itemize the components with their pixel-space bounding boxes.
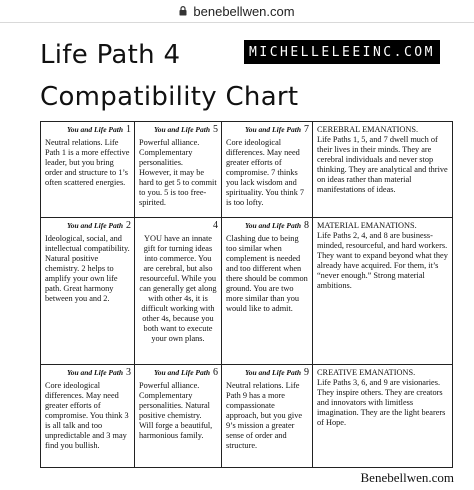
lock-icon: [179, 6, 187, 16]
table-cell: [41, 365, 135, 468]
emanation-title: CREATIVE EMANATIONS.: [317, 368, 416, 377]
cell-header: [222, 365, 312, 378]
url-text[interactable]: benebellwen.com: [193, 3, 295, 19]
cell-header-number: 5: [213, 124, 218, 135]
cell-header-number: 4: [213, 220, 218, 231]
cell-text: YOU have an innate gift for turning ideas into commerce. You are cerebral, but also resourceful. While you can generally get along with other 4s, it is difficult working with other 4s, because you both want to execute your own plans.: [139, 234, 217, 343]
table-cell: [222, 218, 313, 365]
emanation-text: Life Paths 3, 6, and 9 are visionaries. They inspire others. They are creators and innovators with limitless imagination. They are the light bearers of Hope.: [317, 377, 446, 427]
cell-header-label: You and Life Path: [66, 368, 123, 377]
cell-header-number: 7: [304, 124, 309, 135]
cell-header-number: 8: [304, 220, 309, 231]
cell-header-label: You and Life Path: [66, 221, 123, 230]
cell-text: Neutral relations. Life Path 1 is a more effective leader, but you bring order and structure to 1’s often scattered energies.: [45, 138, 130, 187]
table-cell: [313, 218, 453, 365]
cell-header-label: You and Life Path: [153, 125, 210, 134]
cell-header-label: You and Life Path: [66, 125, 123, 134]
cell-text: Powerful alliance. Complementary personalities. Natural positive chemistry. Will forge a beautiful, harmonious family.: [139, 381, 213, 440]
brand-watermark: MICHELLELEEINC.COM: [244, 40, 440, 64]
table-cell: [313, 365, 453, 468]
emanation-text: Life Paths 2, 4, and 8 are business-minded, resourceful, and hard workers. They want to expand beyond what they already have acquired. For them, it’s “never enough.” Strong material ambitions.: [317, 230, 448, 290]
table-cell: [41, 122, 135, 218]
browser-address-bar[interactable]: [0, 0, 474, 22]
cell-header-number: 1: [126, 124, 131, 135]
cell-header-label: You and Life Path: [244, 125, 301, 134]
page-title-line1: Life Path 4: [40, 40, 181, 70]
cell-header-label: You and Life Path: [244, 368, 301, 377]
emanation-title: CEREBRAL EMANATIONS.: [317, 125, 419, 134]
cell-text: Powerful alliance. Complementary personalities. However, it may be hard to get 5 to commit to you. 5 is too free-spirited.: [139, 138, 217, 207]
emanation-title: MATERIAL EMANATIONS.: [317, 221, 417, 230]
table-row: [41, 218, 453, 365]
table-cell: [135, 218, 222, 365]
cell-text: Core ideological differences. May need greater efforts of compromise. You think 3 is all talk and too unpredictable and 3 may find you bullish.: [45, 381, 129, 450]
table-cell: [135, 122, 222, 218]
cell-header: [41, 122, 134, 135]
address-bar-divider: [0, 22, 474, 23]
cell-header-label: You and Life Path: [244, 221, 301, 230]
cell-text: Ideological, social, and intellectual compatibility. Natural positive chemistry. 2 helps to amplify your own life path. Great harmony between you and 2.: [45, 234, 130, 303]
table-cell: [41, 218, 135, 365]
footer-site-name: Benebellwen.com: [360, 470, 454, 485]
cell-header: [41, 218, 134, 231]
cell-header-number: 2: [126, 220, 131, 231]
cell-header-label: You and Life Path: [153, 368, 210, 377]
compatibility-table: [40, 121, 453, 468]
cell-header: [41, 365, 134, 378]
cell-header: [222, 218, 312, 231]
table-cell: [135, 365, 222, 468]
page-title-line2: Compatibility Chart: [40, 82, 299, 112]
cell-header-number: 3: [126, 367, 131, 378]
emanation-text: Life Paths 1, 5, and 7 dwell much of their lives in their minds. They are cerebral individuals and never stop thinking. They are analytical and thrive on ideas rather than material manifestations of ideas.: [317, 134, 448, 194]
cell-header: [135, 218, 221, 231]
table-cell: [222, 365, 313, 468]
cell-header: [222, 122, 312, 135]
cell-text: Neutral relations. Life Path 9 has a more compassionate approach, but you give 9’s mission a greater sense of order and structure.: [226, 381, 303, 450]
table-row: [41, 365, 453, 468]
cell-header: [135, 365, 221, 378]
table-cell: [222, 122, 313, 218]
table-cell: [313, 122, 453, 218]
cell-header: [135, 122, 221, 135]
cell-header-number: 6: [213, 367, 218, 378]
cell-text: Core ideological differences. May need greater efforts of compromise. 7 thinks you lack wisdom and spirituality. You think 7 is too lofty.: [226, 138, 305, 207]
table-row: [41, 122, 453, 218]
cell-header-number: 9: [304, 367, 309, 378]
cell-text: Clashing due to being too similar when complement is needed and too different when there should be common ground. You are two more similar than you would like to admit.: [226, 234, 308, 313]
